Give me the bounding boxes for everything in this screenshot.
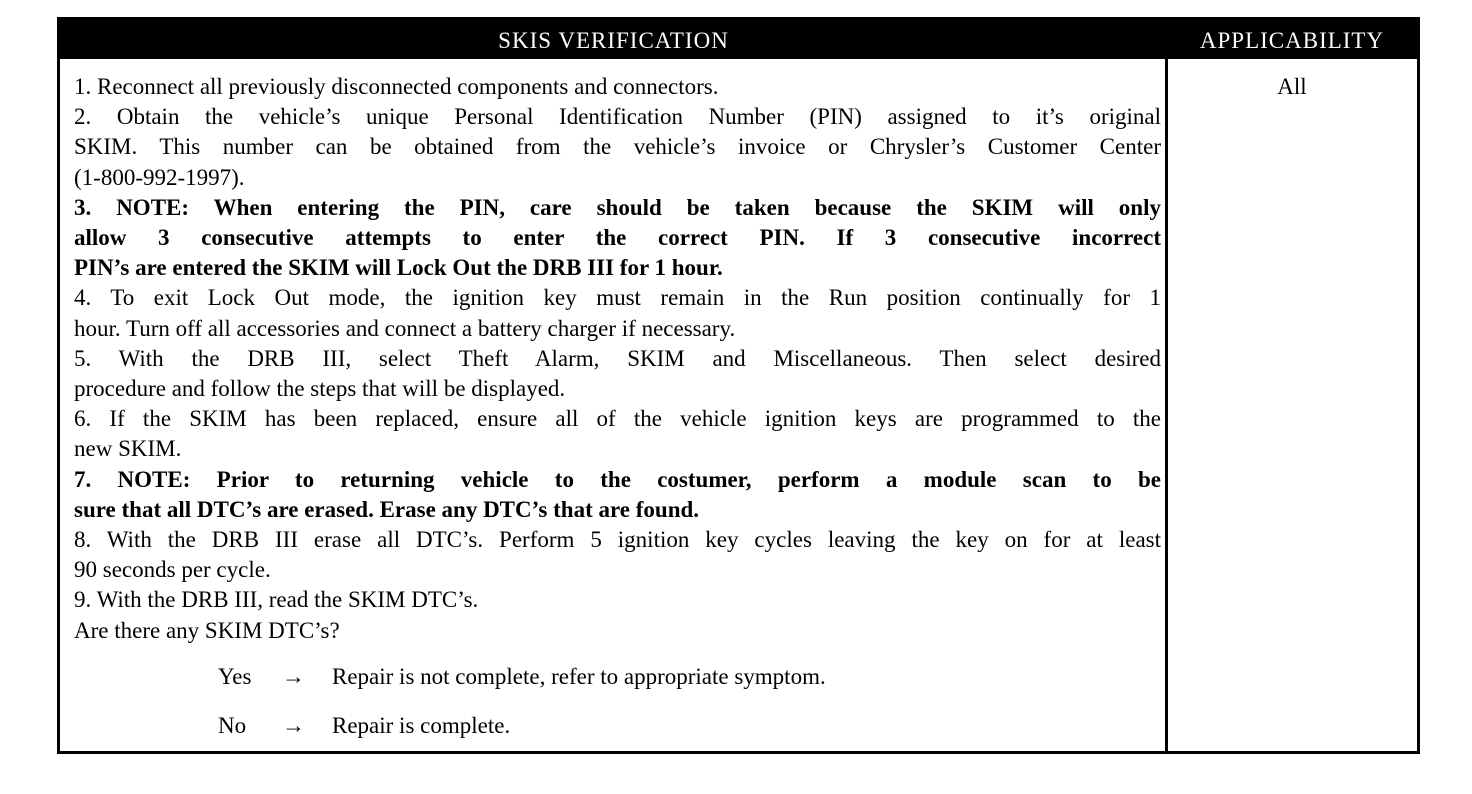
question — [74, 616, 1161, 646]
step-3-note — [74, 193, 1161, 284]
step-5-line-1: 5. With the DRB III, select Theft Alarm, SKIM and Miscellaneous. Then select desired — [74, 345, 1161, 371]
step-7-note — [74, 465, 1161, 525]
table-header — [60, 20, 1417, 59]
applicability-value: All — [1277, 74, 1307, 99]
answer-no-text: Repair is complete. — [332, 713, 511, 738]
arrow-right-icon: → — [282, 713, 305, 738]
header-applicability: APPLICABILITY — [1199, 28, 1385, 53]
step-3-line-3: PIN’s are entered the SKIM will Lock Out the DRB III for 1 hour. — [74, 255, 723, 281]
step-8 — [74, 525, 1161, 585]
step-8-line-2: 90 seconds per cycle. — [74, 557, 271, 583]
header-skis-verification: SKIS VERIFICATION — [498, 28, 729, 53]
step-6-line-2: new SKIM. — [74, 436, 182, 462]
step-5-line-2: procedure and follow the steps that will be displayed. — [74, 376, 566, 402]
step-7-line-1: 7. NOTE: Prior to returning vehicle to the costumer, perform a module scan to be — [74, 466, 1161, 492]
step-4-line-2: hour. Turn off all accessories and connect a battery charger if necessary. — [74, 315, 736, 341]
step-9-line-1: 9. With the DRB III, read the SKIM DTC’s. — [74, 587, 479, 613]
answer-yes-text: Repair is not complete, refer to appropriate symptom. — [332, 664, 826, 689]
step-3-line-2: allow 3 consecutive attempts to enter the correct PIN. If 3 consecutive incorrect — [74, 225, 1161, 251]
step-7-line-2: sure that all DTC’s are erased. Erase any DTC’s that are found. — [74, 496, 700, 522]
step-4-line-1: 4. To exit Lock Out mode, the ignition key must remain in the Run position continually for 1 — [74, 285, 1161, 311]
verification-table — [57, 17, 1420, 754]
step-2-line-1: 2. Obtain the vehicle’s unique Personal Identification Number (PIN) assigned to it’s original — [74, 104, 1161, 130]
column-divider — [1165, 59, 1168, 751]
step-2-line-2: SKIM. This number can be obtained from the vehicle’s invoice or Chrysler’s Customer Center — [74, 134, 1161, 160]
step-9 — [74, 585, 1161, 615]
answer-no-label: No — [218, 713, 247, 738]
step-2-line-3: (1-800-992-1997). — [74, 164, 245, 190]
step-1 — [74, 72, 1161, 102]
step-6-line-1: 6. If the SKIM has been replaced, ensure all of the vehicle ignition keys are programmed to the — [74, 406, 1161, 432]
step-6 — [74, 404, 1161, 464]
answer-yes-label: Yes — [218, 664, 252, 689]
step-2 — [74, 102, 1161, 193]
step-5 — [74, 344, 1161, 404]
procedure-text — [74, 72, 1161, 646]
step-8-line-1: 8. With the DRB III erase all DTC’s. Perform 5 ignition key cycles leaving the key on for at least — [74, 527, 1161, 553]
arrow-right-icon: → — [282, 664, 305, 689]
step-4 — [74, 283, 1161, 343]
step-1-line-1: 1. Reconnect all previously disconnected components and connectors. — [74, 74, 719, 99]
question-text: Are there any SKIM DTC’s? — [74, 617, 340, 643]
step-3-line-1: 3. NOTE: When entering the PIN, care should be taken because the SKIM will only — [74, 194, 1161, 220]
